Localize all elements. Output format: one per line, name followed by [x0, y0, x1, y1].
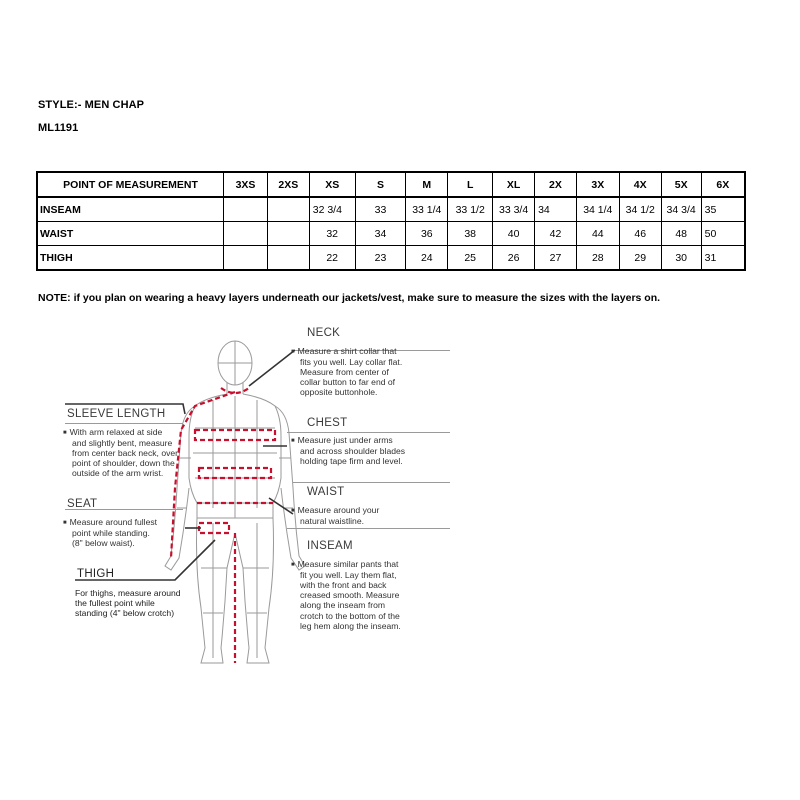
table-cell: 48 [661, 222, 701, 246]
table-cell [267, 197, 309, 222]
table-cell: 34 [355, 222, 406, 246]
table-row-waist [37, 222, 745, 246]
table-cell: 34 [535, 197, 577, 222]
size-header: M [406, 172, 448, 197]
inseam-heading: INSEAM [307, 540, 353, 552]
size-header: 2X [535, 172, 577, 197]
table-row-thigh [37, 246, 745, 271]
table-cell: 34 1/4 [576, 197, 619, 222]
header-point-of-measurement: POINT OF MEASUREMENT [37, 172, 224, 197]
size-header: 4X [619, 172, 661, 197]
table-cell [224, 246, 268, 271]
table-cell [224, 222, 268, 246]
neck-heading: NECK [307, 327, 341, 339]
sleeve-length-heading: SLEEVE LENGTH [67, 408, 166, 420]
row-label: WAIST [37, 222, 224, 246]
size-header: L [448, 172, 493, 197]
table-cell: 33 [355, 197, 406, 222]
table-cell: 31 [701, 246, 745, 271]
sleeve-length-instructions: ■ With arm relaxed at side and slightly bent, measure from center back neck, over point of shoulder, down the outside of the arm wrist. [63, 427, 179, 479]
table-cell: 30 [661, 246, 701, 271]
seat-heading: SEAT [67, 498, 98, 510]
table-cell: 44 [576, 222, 619, 246]
table-row-inseam [37, 197, 745, 222]
table-cell [267, 246, 309, 271]
style-code: ML1191 [38, 122, 79, 134]
neck-instructions: ■ Measure a shirt collar that fits you well. Lay collar flat. Measure from center of collar button to far end of opposite buttonhole. [291, 346, 403, 398]
table-cell: 33 1/4 [406, 197, 448, 222]
chest-instructions: ■ Measure just under arms and across shoulder blades holding tape firm and level. [291, 435, 406, 467]
divider [65, 423, 183, 424]
size-header: 6X [701, 172, 745, 197]
size-header: XL [493, 172, 535, 197]
size-header: 2XS [267, 172, 309, 197]
table-cell: 38 [448, 222, 493, 246]
size-header: S [355, 172, 406, 197]
size-header: 3X [576, 172, 619, 197]
size-header: 5X [661, 172, 701, 197]
table-cell: 32 3/4 [309, 197, 355, 222]
inseam-instructions: ■ Measure similar pants that fit you well. Lay them flat, with the front and back creased smooth. Measure along the inseam from crotch to the bottom of the leg hem along the inseam. [291, 559, 401, 631]
seat-instructions: ■ Measure around fullest point while standing. (8" below waist). [63, 517, 158, 549]
size-header: 3XS [224, 172, 268, 197]
table-cell: 34 1/2 [619, 197, 661, 222]
divider [287, 528, 450, 529]
layering-note: NOTE: if you plan on wearing a heavy layers underneath our jackets/vest, make sure to measure the sizes with the layers on. [38, 292, 661, 304]
divider [293, 482, 450, 483]
row-label: THIGH [37, 246, 224, 271]
table-cell: 33 1/2 [448, 197, 493, 222]
chest-heading: CHEST [307, 417, 348, 429]
table-cell: 46 [619, 222, 661, 246]
table-cell: 24 [406, 246, 448, 271]
table-cell: 34 3/4 [661, 197, 701, 222]
table-cell: 29 [619, 246, 661, 271]
table-cell: 40 [493, 222, 535, 246]
size-chart-table [36, 171, 746, 271]
table-cell [267, 222, 309, 246]
measurement-guide-figure [55, 318, 455, 683]
table-cell: 33 3/4 [493, 197, 535, 222]
size-header: XS [309, 172, 355, 197]
table-cell: 42 [535, 222, 577, 246]
divider [287, 432, 450, 433]
table-cell: 26 [493, 246, 535, 271]
style-title: STYLE:- MEN CHAP [38, 99, 145, 111]
thigh-instructions: For thighs, measure around the fullest point while standing (4" below crotch) [75, 588, 181, 619]
waist-instructions: ■ Measure around your natural waistline. [291, 505, 380, 526]
table-header-row [37, 172, 745, 197]
table-cell: 27 [535, 246, 577, 271]
table-cell: 35 [701, 197, 745, 222]
waist-heading: WAIST [307, 486, 345, 498]
table-cell: 50 [701, 222, 745, 246]
thigh-heading: THIGH [77, 568, 115, 580]
table-cell: 22 [309, 246, 355, 271]
table-cell: 28 [576, 246, 619, 271]
row-label: INSEAM [37, 197, 224, 222]
table-cell: 23 [355, 246, 406, 271]
table-cell: 32 [309, 222, 355, 246]
table-cell [224, 197, 268, 222]
table-cell: 36 [406, 222, 448, 246]
table-cell: 25 [448, 246, 493, 271]
